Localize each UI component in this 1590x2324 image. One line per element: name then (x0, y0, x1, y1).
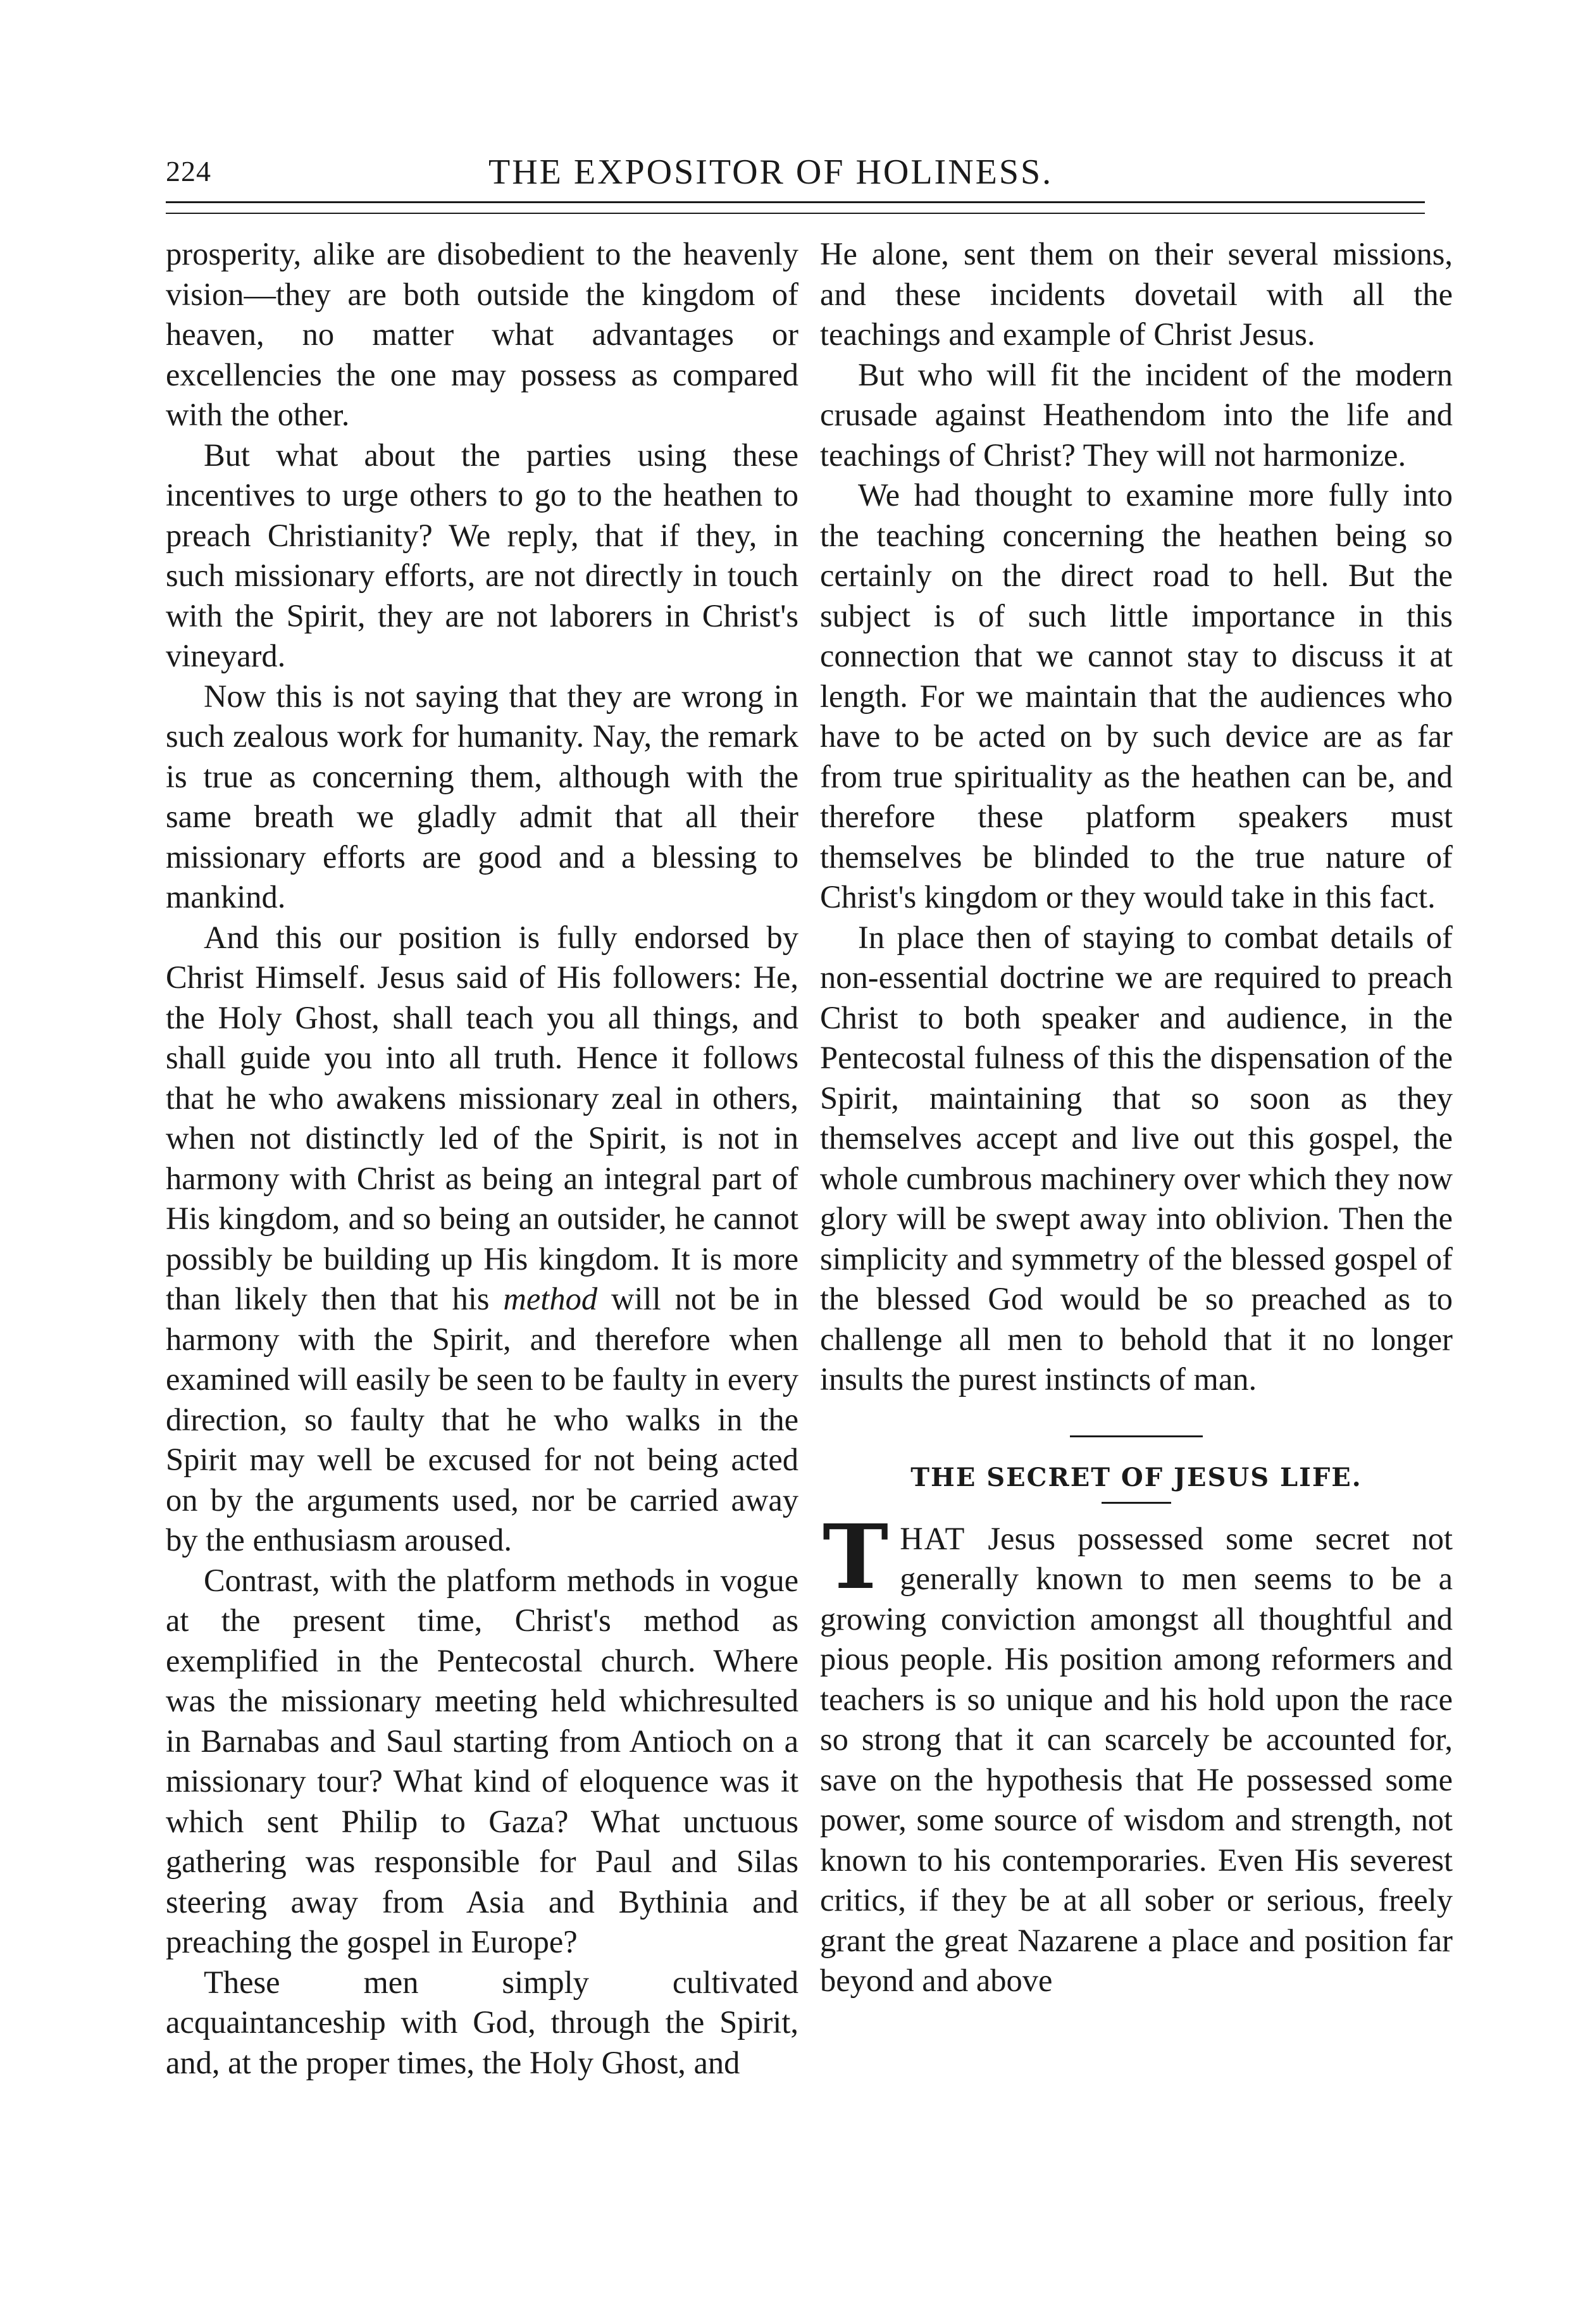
paragraph: He alone, sent them on their several missions, and these incidents dovetail with all the teachings and example of Christ Jesus. (820, 236, 1453, 352)
paragraph-text: And this our position is fully endorsed by Christ Himself. Jesus said of His followers: He, the Holy Ghost, shall teach you all things, and shall guide you into all truth. Hence it follows that he who awakens missionary zeal in others, when not distinctly led of the Spirit, is not in harmony with Christ as being an integral part of His kingdom, and so being an outsider, he cannot possibly be building up His kingdom. It is more than likely then that his (166, 919, 798, 1316)
page-number: 224 (166, 155, 211, 187)
paragraph-text-continued: will not be in harmony with the Spirit, and therefore when examined will easily be seen to be faulty in every direction, so faulty that he who walks in the Spirit may well be excused for not being acted on by the arguments used, nor be carried away by the enthusiasm aroused. (166, 1281, 798, 1558)
section-divider (1070, 1435, 1203, 1437)
paragraph: Now this is not saying that they are wrong in such zealous work for humanity. Nay, the remark is true as concerning them, although with the same breath we gladly admit that all their missionary efforts are good and a blessing to mankind. (166, 678, 798, 915)
running-title: THE EXPOSITOR OF HOLINESS. (488, 153, 1053, 192)
paragraph: Contrast, with the platform methods in vogue at the present time, Christ's method as exemplified in the Pentecostal church. Where was the missionary meeting held whichresulted in Barnabas and Saul starting from Antioch on a missionary tour? What kind of eloquence was it which sent Philip to Gaza? What unctuous gathering was responsible for Paul and Silas steering away from Asia and Bythinia and preaching the gospel in Europe? (166, 1562, 798, 1959)
paragraph: We had thought to examine more fully into the teaching concerning the heathen being so certainly on the direct road to hell. But the subject is of such little importance in this connection that we cannot stay to discuss it at length. For we maintain that the audiences who have to be acted on by such device are as far from true spirituality as the heathen can be, and therefore these platform speakers must themselves be blinded to the true nature of Christ's kingdom or they would take in this fact. (820, 477, 1453, 915)
paragraph: In place then of staying to combat details of non-essential doctrine we are required to preach Christ to both speaker and audience, in the Pentecostal fulness of this the dispensation of the Spirit, maintaining that so soon as they themselves accept and live out this gospel, the whole cumbrous machinery over which they now glory will be swept away into oblivion. Then the simplicity and symmetry of the blessed gospel of the blessed God would be so preached as to challenge all men to behold that it no longer insults the purest instincts of man. (820, 919, 1453, 1397)
section-title-rule (1102, 1502, 1171, 1504)
section-body: Jesus possessed some secret not generally known to men seems to be a growing conviction amongst all thoughtful and pious people. His position among reformers and teachers is so unique and his hold upon the race so strong that it can scarcely be accounted for, save on the hypothesis that He possessed some power, some source of wisdom and strength, not known to his contemporaries. Even His severest critics, if they be at all sober or serious, freely grant the great Nazarene a place and position far beyond and above (820, 1520, 1453, 1998)
paragraph: These men simply cultivated acquaintanceship with God, through the Spirit, and, at the proper times, the Holy Ghost, and (166, 1964, 798, 2080)
emphasis-method: method (503, 1281, 598, 1316)
paragraph: But what about the parties using these incentives to urge others to go to the heathen to preach Christianity? We reply, that if they, in such missionary efforts, are not directly in touch with the Spirit, they are not laborers in Christ's vineyard. (166, 437, 798, 673)
paragraph: prosperity, alike are disobedient to the heavenly vision—they are both outside the kingdom of heaven, no matter what advantages or excellencies the one may possess as compared with the other. (166, 236, 798, 432)
paragraph: But who will fit the incident of the modern crusade against Heathendom into the life and teachings of Christ? They will not harmonize. (820, 356, 1453, 473)
page-header (166, 152, 1425, 203)
paragraph (166, 918, 798, 1561)
left-column (166, 234, 798, 2083)
section-title: THE SECRET OF JESUS LIFE. (910, 1462, 1362, 1492)
section-paragraph (820, 1505, 1453, 2001)
lead-caps: HAT (900, 1520, 966, 1556)
header-rule-secondary (166, 213, 1425, 214)
header-rule (166, 201, 1425, 203)
drop-cap: T (823, 1505, 889, 1609)
right-column (820, 234, 1453, 2001)
